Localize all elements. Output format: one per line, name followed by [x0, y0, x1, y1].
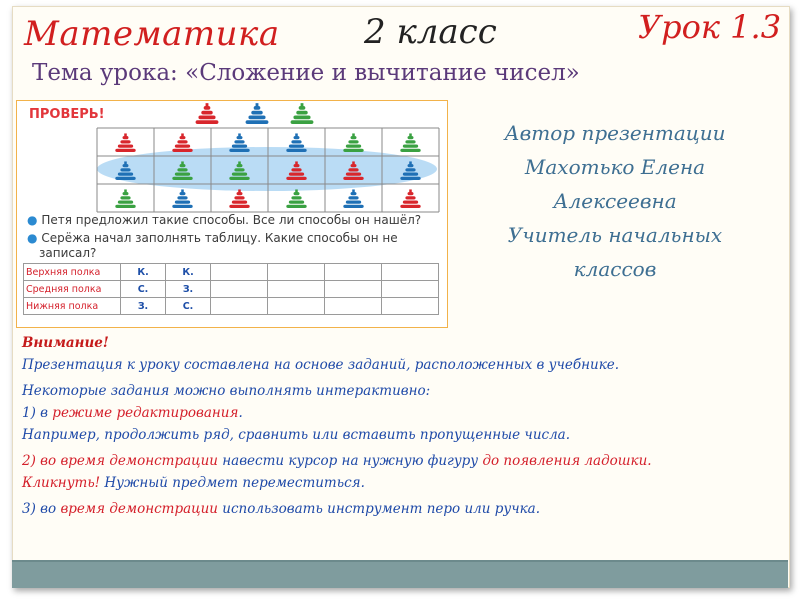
pyramid-ring	[348, 140, 358, 143]
empty-cell	[211, 298, 268, 315]
pyramid-tip	[295, 189, 298, 192]
pyramid-ring	[296, 111, 307, 115]
pyramid-ring	[180, 136, 186, 139]
pyramid-ring	[234, 196, 244, 199]
pyramid-ring	[175, 201, 190, 204]
pyramid-ring	[286, 149, 306, 152]
cell-value: З.	[166, 281, 211, 298]
pyramid-ring	[232, 173, 247, 176]
pyramid-ring	[289, 201, 304, 204]
pyramid-ring	[232, 145, 247, 148]
pyramid-tip	[301, 103, 304, 106]
pyramid-ring	[123, 164, 129, 167]
pyramid-icon	[343, 189, 363, 208]
pyramid-icon	[229, 133, 249, 152]
empty-cell	[211, 264, 268, 281]
pyramid-icon	[115, 189, 135, 208]
pyramid-icon	[286, 189, 306, 208]
pyramid-ring	[123, 192, 129, 195]
pyramid-icon	[229, 189, 249, 208]
pyramid-ring	[180, 192, 186, 195]
pyramid-ring	[172, 177, 192, 180]
pyramid-ring	[115, 177, 135, 180]
point-2-action: Кликнуть! Нужный предмет переместиться.	[22, 475, 365, 491]
pyramid-ring	[403, 173, 418, 176]
cell-value: К.	[166, 264, 211, 281]
pyramid-ring	[346, 173, 361, 176]
pyramid-tip	[352, 133, 355, 136]
task-question-2: ● Серёжа начал заполнять таблицу. Какие способы он не записал?	[27, 231, 398, 260]
lesson-number: Урок 1.3	[638, 8, 782, 46]
shelf-table	[23, 263, 439, 315]
pyramid-ring	[115, 205, 135, 208]
slide-footer-bar	[12, 560, 788, 588]
interactive-text: Некоторые задания можно выполнять интерактивно:	[22, 383, 431, 399]
pyramid-tip	[352, 161, 355, 164]
pyramid-tip	[206, 103, 209, 106]
row-label: Средняя полка	[24, 281, 121, 298]
pyramid-icon	[246, 103, 269, 124]
pyramid-ring	[234, 168, 244, 171]
pyramid-ring	[172, 149, 192, 152]
pyramid-tip	[181, 161, 184, 164]
pyramid-icon	[400, 189, 420, 208]
table-row	[24, 264, 439, 281]
pyramid-ring	[198, 116, 215, 120]
pyramid-icon	[172, 133, 192, 152]
pyramid-tip	[409, 133, 412, 136]
pyramid-ring	[120, 140, 130, 143]
pyramid-ring	[180, 164, 186, 167]
pyramid-tip	[124, 161, 127, 164]
point-1-example: Например, продолжить ряд, сравнить или вставить пропущенные числа.	[22, 427, 571, 443]
pyramid-tip	[352, 189, 355, 192]
author-line: Алексеевна	[553, 189, 677, 213]
pyramid-ring	[234, 140, 244, 143]
instructions	[22, 332, 774, 520]
grade-label: 2 класс	[364, 12, 497, 52]
pyramid-tip	[181, 133, 184, 136]
pyramid-tip	[256, 103, 259, 106]
author-line: классов	[573, 257, 657, 281]
pyramid-ring	[254, 106, 261, 110]
pyramid-ring	[118, 173, 133, 176]
pyramid-icon	[115, 133, 135, 152]
pyramid-ring	[246, 120, 269, 124]
pyramid-ring	[403, 145, 418, 148]
pyramid-ring	[118, 201, 133, 204]
pyramid-tip	[295, 161, 298, 164]
pyramid-ring	[291, 140, 301, 143]
pyramid-ring	[237, 164, 243, 167]
bullet-icon: ●	[27, 231, 38, 245]
row-label: Верхняя полка	[24, 264, 121, 281]
pyramid-ring	[177, 168, 187, 171]
pyramid-tip	[238, 189, 241, 192]
pyramid-ring	[351, 136, 357, 139]
pyramid-tip	[409, 161, 412, 164]
pyramid-ring	[251, 111, 262, 115]
pyramid-ring	[405, 168, 415, 171]
pyramid-ring	[237, 192, 243, 195]
pyramid-ring	[177, 140, 187, 143]
pyramid-ring	[351, 192, 357, 195]
pyramid-ring	[172, 205, 192, 208]
author-info	[470, 116, 760, 286]
subject-title: Математика	[24, 14, 280, 54]
task-question-1: ● Петя предложил такие способы. Все ли способы он нашёл?	[27, 213, 422, 227]
pyramid-icon	[400, 133, 420, 152]
pyramid-ring	[115, 149, 135, 152]
cell-value: З.	[121, 298, 166, 315]
pyramid-tip	[124, 133, 127, 136]
pyramid-ring	[229, 149, 249, 152]
bullet-icon: ●	[27, 213, 38, 227]
pyramid-ring	[204, 106, 211, 110]
empty-cell	[211, 281, 268, 298]
pyramid-ring	[120, 168, 130, 171]
pyramid-tip	[238, 133, 241, 136]
pyramid-ring	[196, 120, 219, 124]
pyramid-ring	[343, 149, 363, 152]
pyramid-ring	[291, 168, 301, 171]
task-image	[16, 100, 448, 328]
pyramid-ring	[343, 177, 363, 180]
pyramid-tip	[124, 189, 127, 192]
cell-value: К.	[121, 264, 166, 281]
empty-cell	[325, 298, 382, 315]
pyramid-ring	[405, 196, 415, 199]
pyramid-ring	[346, 201, 361, 204]
pyramid-tip	[238, 161, 241, 164]
attention-label: Внимание!	[22, 335, 109, 351]
pyramid-ring	[232, 201, 247, 204]
pyramid-ring	[346, 145, 361, 148]
intro-text: Презентация к уроку составлена на основе заданий, расположенных в учебнике.	[22, 357, 620, 373]
pyramid-ring	[400, 205, 420, 208]
task-heading: ПРОВЕРЬ!	[29, 107, 105, 122]
pyramid-ring	[405, 140, 415, 143]
pyramid-tip	[181, 189, 184, 192]
pyramid-ring	[286, 205, 306, 208]
pyramid-ring	[289, 173, 304, 176]
pyramid-ring	[123, 136, 129, 139]
pyramid-tip	[295, 133, 298, 136]
empty-cell	[268, 264, 325, 281]
table-row	[24, 298, 439, 315]
empty-cell	[325, 281, 382, 298]
pyramid-icon	[196, 103, 219, 124]
pyramid-ring	[408, 136, 414, 139]
pyramid-ring	[118, 145, 133, 148]
row-label: Нижняя полка	[24, 298, 121, 315]
empty-cell	[268, 298, 325, 315]
pyramid-icon	[286, 133, 306, 152]
pyramid-ring	[229, 205, 249, 208]
lesson-topic: Тема урока: «Сложение и вычитание чисел»	[32, 60, 580, 86]
pyramid-ring	[408, 192, 414, 195]
empty-cell	[325, 264, 382, 281]
pyramid-ring	[400, 149, 420, 152]
pyramid-ring	[237, 136, 243, 139]
pyramid-ring	[403, 201, 418, 204]
pyramid-icon	[291, 103, 314, 124]
pyramid-ring	[351, 164, 357, 167]
pyramid-icon	[343, 133, 363, 152]
author-line: Автор презентации	[504, 121, 726, 145]
pyramid-ring	[175, 173, 190, 176]
point-3: 3) во время демонстрации использовать инструмент перо или ручка.	[22, 501, 541, 517]
pyramid-ring	[294, 164, 300, 167]
pyramid-ring	[120, 196, 130, 199]
pyramid-ring	[201, 111, 212, 115]
pyramid-ring	[400, 177, 420, 180]
cell-value: С.	[121, 281, 166, 298]
empty-cell	[382, 264, 439, 281]
pyramid-icon	[172, 189, 192, 208]
pyramid-ring	[175, 145, 190, 148]
pyramid-ring	[293, 116, 310, 120]
pyramid-ring	[289, 145, 304, 148]
cell-value: С.	[166, 298, 211, 315]
pyramid-ring	[294, 136, 300, 139]
pyramid-ring	[408, 164, 414, 167]
pyramid-ring	[286, 177, 306, 180]
pyramid-ring	[177, 196, 187, 199]
point-1: 1) в режиме редактирования.	[22, 405, 243, 421]
pyramid-ring	[248, 116, 265, 120]
pyramid-ring	[291, 120, 314, 124]
pyramid-tip	[409, 189, 412, 192]
pyramid-ring	[299, 106, 306, 110]
author-line: Учитель начальных	[507, 223, 723, 247]
pyramid-ring	[348, 196, 358, 199]
pyramid-ring	[291, 196, 301, 199]
pyramid-ring	[294, 192, 300, 195]
pyramid-ring	[348, 168, 358, 171]
pyramid-ring	[229, 177, 249, 180]
point-2: 2) во время демонстрации навести курсор на нужную фигуру до появления ладошки.	[22, 453, 652, 469]
author-line: Махотько Елена	[524, 155, 706, 179]
table-row	[24, 281, 439, 298]
empty-cell	[382, 298, 439, 315]
empty-cell	[382, 281, 439, 298]
pyramid-ring	[343, 205, 363, 208]
empty-cell	[268, 281, 325, 298]
